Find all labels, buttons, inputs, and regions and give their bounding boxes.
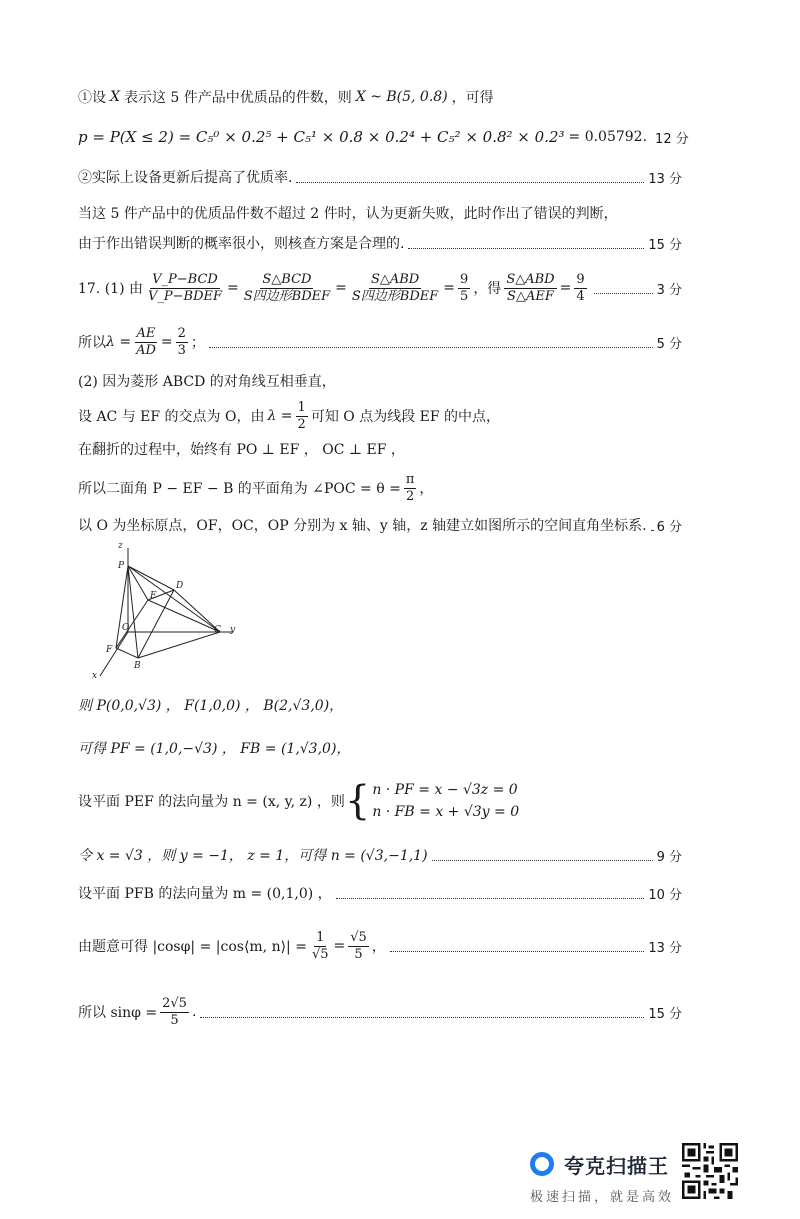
- line-probability: [78, 122, 689, 152]
- label-b: B: [134, 661, 141, 671]
- fraction-sqrt5-5: $\frac{√5}{5}$: [350, 929, 367, 962]
- text: 在翻折的过程中，始终有 PO ⊥ EF ， OC ⊥ EF ，: [78, 442, 405, 458]
- fraction-ae-ad: $\frac{AE}{AD}$: [136, 325, 156, 358]
- line-normal-n: [78, 840, 682, 870]
- leader-dots: [651, 530, 653, 531]
- fraction-1-sqrt5: $\frac{1}{√5}$: [311, 929, 329, 962]
- text: 以 O 为坐标原点，OF，OC，OP 分别为 x 轴、y 轴，z 轴建立如图所示的空间直角坐标系.: [78, 518, 647, 534]
- line-normal-m: [78, 878, 682, 908]
- text: 可得 PF = (1,0,−√3) ， FB = (1,√3,0)，: [78, 741, 351, 757]
- score: 9 分: [656, 849, 682, 865]
- line-coordinates: [78, 510, 682, 540]
- text: 令 x = √3 ，则 y = −1， z = 1，可得 n = (√3,−1,1): [78, 848, 428, 864]
- line-sine: 所以 sinφ = $\frac{2√5}{5}$ . 15 分: [78, 995, 682, 1028]
- score: 15 分: [648, 1006, 682, 1022]
- line-dihedral: 所以二面角 P − EF − B 的平面角为 ∠POC = θ = $\frac{\pi}{2}$ ，: [78, 471, 434, 504]
- label-z: z: [118, 541, 123, 551]
- line-conclusion-1: [78, 162, 682, 192]
- label-c: C: [214, 625, 221, 635]
- logo-slogan: 极速扫描，就是高效: [530, 1190, 675, 1205]
- fraction-area-1: $\frac{\text{S△BCD}}{\text{S四边形BDEF}}$: [243, 271, 331, 304]
- line-normal-pef: [78, 772, 682, 830]
- label-e: E: [150, 591, 157, 601]
- text: 设平面 PFB 的法向量为 m = (0,1,0) ，: [78, 886, 332, 902]
- label-d: D: [176, 581, 184, 591]
- label-f: F: [106, 645, 113, 655]
- text: 可知 O 点为线段 EF 的中点，: [310, 409, 501, 425]
- fraction-9-5: $\frac{9}{5}$: [460, 271, 469, 304]
- leader-dots: [390, 951, 644, 952]
- text: ①设: [78, 90, 106, 106]
- line-binomial: [78, 82, 682, 112]
- score: 12 分: [655, 131, 689, 147]
- line-vectors: [78, 733, 682, 763]
- leader-dots: [336, 898, 645, 899]
- score: 3 分: [656, 282, 682, 298]
- line-lambda: 所以 λ = $\frac{AE}{AD}$ = $\frac{2}{3}$ ； 5 分: [78, 325, 682, 358]
- qr-code-icon: [682, 1143, 738, 1199]
- text: ，得: [473, 281, 502, 297]
- leader-dots: [209, 347, 653, 348]
- line-fold: [78, 434, 682, 464]
- leader-dots: [408, 248, 644, 249]
- text: (2) 因为菱形 ABCD 的对角线互相垂直，: [78, 374, 336, 390]
- text: 设 AC 与 EF 的交点为 O，由: [78, 409, 265, 425]
- pyramid-figure: [78, 540, 258, 680]
- line-cosine: 由题意可得 |cosφ| = |cos⟨m, n⟩| = $\frac{1}{√5}$ = $\frac{√5}{5}$ ， 13 分: [78, 929, 682, 962]
- math-lambda: λ =: [106, 334, 132, 350]
- brace: {: [344, 778, 371, 824]
- leader-dots: [200, 1017, 644, 1018]
- math-x: X: [110, 89, 120, 105]
- text: 由题意可得 |cosφ| = |cos⟨m, n⟩| =: [78, 939, 307, 955]
- label-p: P: [118, 561, 125, 571]
- fraction-2-3: $\frac{2}{3}$: [177, 325, 186, 358]
- logo-name: 夸克扫描王: [564, 1154, 669, 1178]
- label-y: y: [230, 625, 236, 635]
- score: 13 分: [648, 171, 682, 187]
- text: 当这 5 件产品中的优质品件数不超过 2 件时，认为更新失败，此时作出了错误的判断，: [78, 206, 618, 222]
- fraction-volume: $\frac{\text{V\_P−BCD}}{\text{V\_P−BDEF}}$: [148, 271, 223, 304]
- fraction-pi-2: $\frac{\pi}{2}$: [405, 471, 415, 504]
- line-conclusion-3: [78, 228, 682, 258]
- line-q17-part2: [78, 366, 682, 396]
- line-q17-volume-ratio: 17. (1) 由 $\frac{\text{V\_P−BCD}}{\text{V\_P−BDEF}}$ = $\frac{\text{S△BCD}}{\text{S四边形BDEF}}$ = $\frac{\text{S△ABD}}{\text{S四边形BDEF}}$ = $\frac{9}{5}$ ，得 $\frac{\text{S△ABD}}{\text{S△AEF}}$ = $\frac{9}{4}$ 3 分: [78, 271, 682, 304]
- fraction-area-3: $\frac{\text{S△ABD}}{\text{S△AEF}}$: [506, 271, 555, 304]
- result: = 0.05792.: [568, 129, 648, 145]
- leader-dots: [432, 860, 653, 861]
- math-binom: X ~ B(5, 0.8): [355, 89, 448, 105]
- line-conclusion-2: [78, 198, 682, 228]
- text: 所以 sinφ =: [78, 1005, 158, 1021]
- leader-dots: [296, 182, 644, 183]
- fraction-2sqrt5-5: $\frac{2√5}{5}$: [162, 995, 187, 1028]
- text: 表示这 5 件产品中优质品的件数，则: [123, 90, 352, 106]
- x-axis: [100, 632, 128, 676]
- text: 则 P(0,0,√3) ， F(1,0,0) ， B(2,√3,0)，: [78, 698, 344, 714]
- line-points: [78, 690, 682, 720]
- score: 15 分: [648, 237, 682, 253]
- math-probability: p = P(X ≤ 2) = C₅⁰ × 0.2⁵ + C₅¹ × 0.8 × 0.2⁴ + C₅² × 0.8² × 0.2³: [78, 128, 565, 146]
- label-o: O: [122, 623, 130, 633]
- text: 设平面 PEF 的法向量为 n = (x, y, z) ，则: [78, 794, 345, 810]
- text: 所以: [78, 335, 106, 351]
- text: 由于作出错误判断的概率很小，则核查方案是合理的.: [78, 236, 405, 252]
- question-number: 17. (1) 由: [78, 281, 143, 297]
- text: 所以二面角 P − EF − B 的平面角为 ∠POC = θ =: [78, 481, 401, 497]
- score: 5 分: [656, 336, 682, 352]
- leader-dots: [594, 293, 653, 294]
- fraction-9-4: $\frac{9}{4}$: [576, 271, 585, 304]
- text: ②实际上设备更新后提高了优质率.: [78, 170, 293, 186]
- fraction-1-2: $\frac{1}{2}$: [297, 399, 306, 432]
- quark-logo-icon: [530, 1152, 554, 1176]
- equation-system: n · PF = x − √3z = 0 n · FB = x + √3y = 0: [372, 782, 520, 820]
- score: 13 分: [648, 940, 682, 956]
- score: 10 分: [648, 887, 682, 903]
- score: 6 分: [656, 519, 682, 535]
- line-midpoint: 设 AC 与 EF 的交点为 O，由 λ = $\frac{1}{2}$ 可知 O 点为线段 EF 的中点，: [78, 399, 501, 432]
- fraction-area-2: $\frac{\text{S△ABD}}{\text{S四边形BDEF}}$: [351, 271, 439, 304]
- text: ，可得: [451, 90, 494, 106]
- scanner-watermark: [528, 1146, 678, 1206]
- label-x: x: [92, 671, 98, 680]
